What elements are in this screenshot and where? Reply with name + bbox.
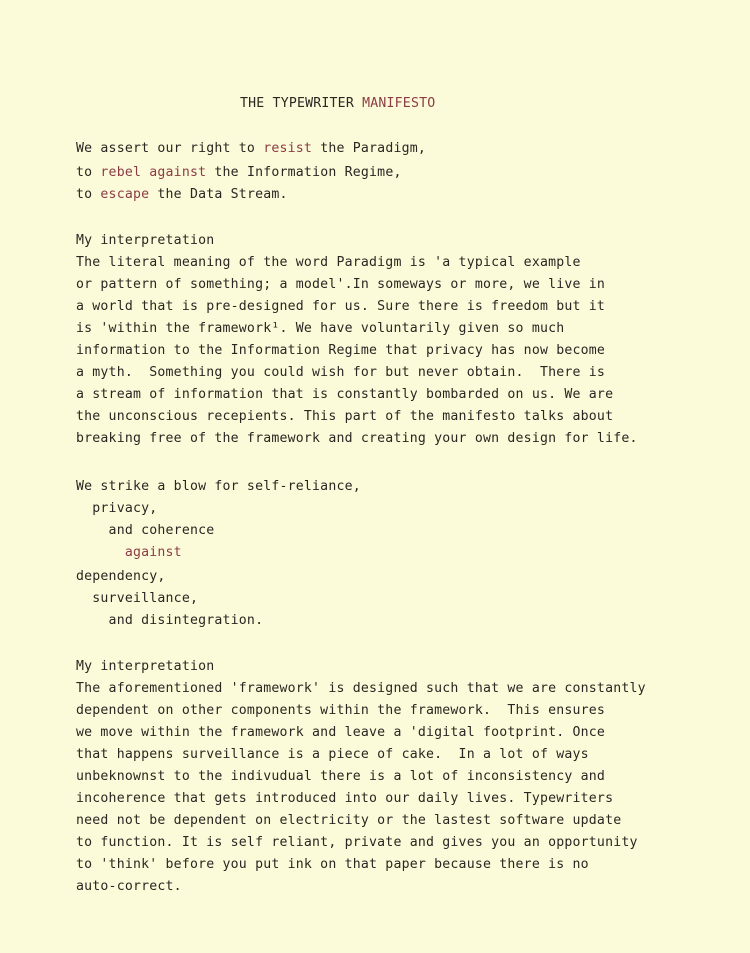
stanza-2-line: We strike a blow for self-reliance, bbox=[76, 479, 361, 494]
stanza-text: to bbox=[76, 165, 101, 180]
stanza-2-line: surveillance, bbox=[76, 591, 199, 606]
interpretation-line: The aforementioned 'framework' is designed such that we are constantly bbox=[76, 681, 646, 696]
interpretation-line: a stream of information that is constantly bombarded on us. We are bbox=[76, 387, 614, 402]
interpretation-line: need not be dependent on electricity or the lastest software update bbox=[76, 813, 622, 828]
interpretation-line: is 'within the framework¹. We have voluntarily given so much bbox=[76, 321, 565, 336]
interpretation-heading: My interpretation bbox=[76, 659, 215, 674]
interpretation-line: the unconscious recepients. This part of the manifesto talks about bbox=[76, 409, 614, 424]
interpretation-line: to 'think' before you put ink on that paper because there is no bbox=[76, 857, 589, 872]
interpretation-line: information to the Information Regime that privacy has now become bbox=[76, 343, 606, 358]
stanza-text: to bbox=[76, 187, 101, 202]
stanza-2-line-highlight: against bbox=[76, 545, 182, 560]
stanza-text: the Data Stream. bbox=[149, 187, 288, 202]
stanza-text: the Information Regime, bbox=[206, 165, 402, 180]
stanza-text: the Paradigm, bbox=[312, 141, 427, 156]
stanza-1-line bbox=[76, 188, 288, 201]
stanza-highlight: resist bbox=[263, 141, 313, 156]
interpretation-line: that happens surveillance is a piece of cake. In a lot of ways bbox=[76, 747, 589, 762]
title-main: THE TYPEWRITER bbox=[240, 96, 354, 111]
interpretation-line: dependent on other components within the framework. This ensures bbox=[76, 703, 606, 718]
interpretation-heading: My interpretation bbox=[76, 233, 215, 248]
interpretation-line: to function. It is self reliant, private and gives you an opportunity bbox=[76, 835, 638, 850]
interpretation-line: incoherence that gets introduced into our daily lives. Typewriters bbox=[76, 791, 614, 806]
stanza-2-line: and coherence bbox=[76, 523, 215, 538]
interpretation-line: unbeknownst to the indivudual there is a lot of inconsistency and bbox=[76, 769, 606, 784]
stanza-highlight: rebel against bbox=[100, 165, 207, 180]
interpretation-line: auto-correct. bbox=[76, 879, 182, 894]
interpretation-line: or pattern of something; a model'.In someways or more, we live in bbox=[76, 277, 606, 292]
stanza-1-line bbox=[76, 142, 426, 155]
interpretation-line: The literal meaning of the word Paradigm is 'a typical example bbox=[76, 255, 581, 270]
title-accent: MANIFESTO bbox=[362, 96, 436, 111]
document-title bbox=[240, 97, 435, 110]
stanza-text: We assert our right to bbox=[76, 141, 264, 156]
interpretation-line: a myth. Something you could wish for but never obtain. There is bbox=[76, 365, 606, 380]
stanza-highlight: escape bbox=[100, 187, 150, 202]
interpretation-line: breaking free of the framework and creating your own design for life. bbox=[76, 431, 638, 446]
stanza-2-line: dependency, bbox=[76, 569, 166, 584]
stanza-1-line bbox=[76, 166, 402, 179]
stanza-2-line: and disintegration. bbox=[76, 613, 264, 628]
interpretation-line: we move within the framework and leave a 'digital footprint. Once bbox=[76, 725, 606, 740]
stanza-2-line: privacy, bbox=[76, 501, 158, 516]
interpretation-line: a world that is pre-designed for us. Sure there is freedom but it bbox=[76, 299, 606, 314]
